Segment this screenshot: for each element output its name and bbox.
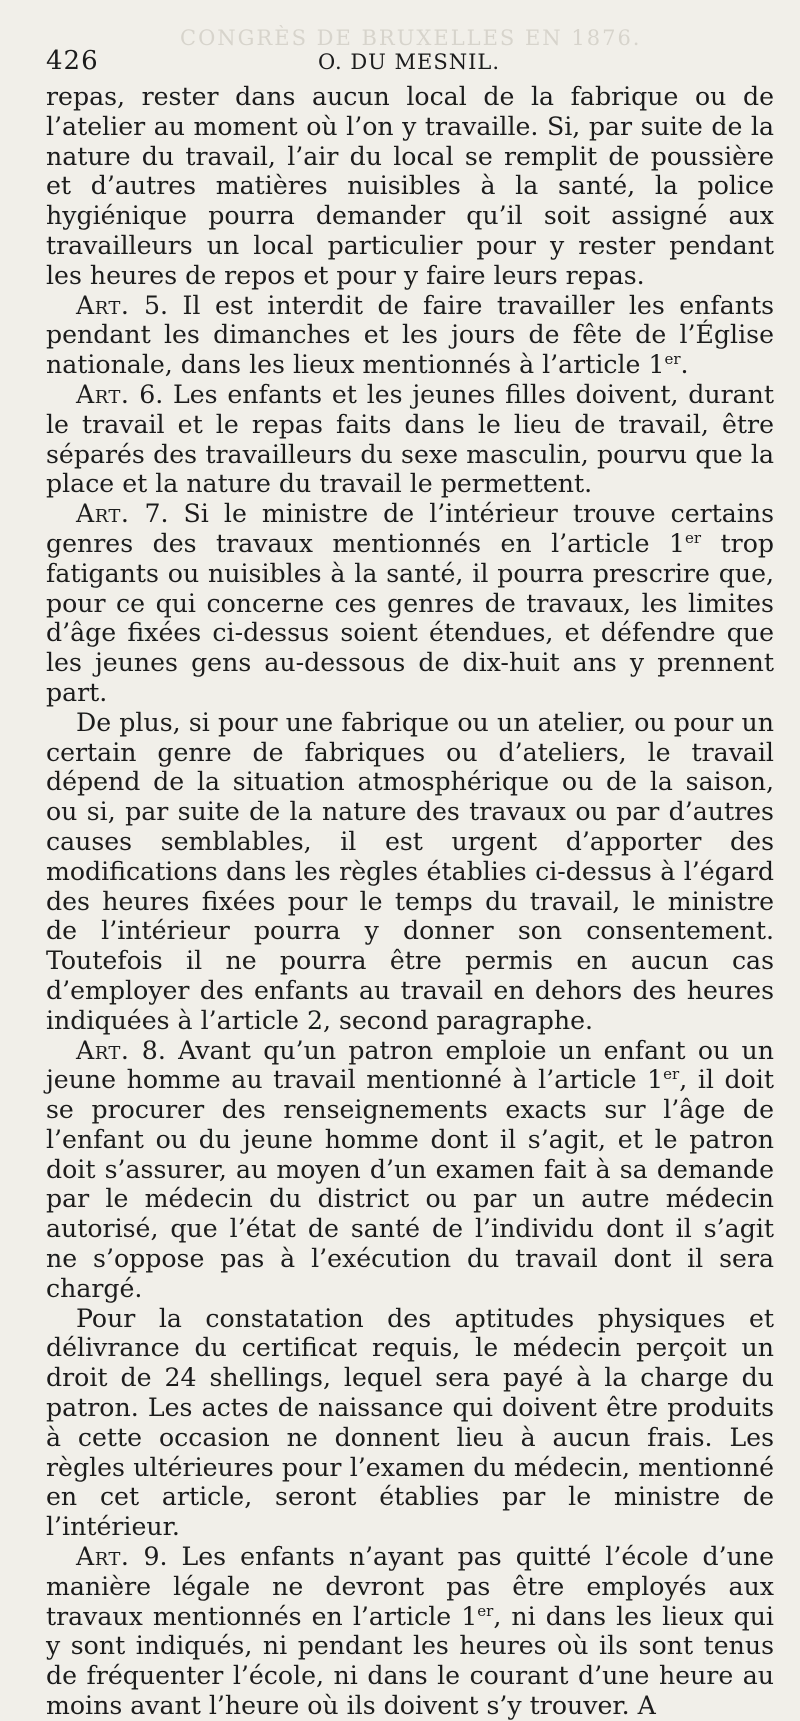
article-8 — [46, 1036, 774, 1304]
article-7 — [46, 499, 774, 708]
article-label: Art. — [76, 1035, 130, 1065]
article-label: Art. — [76, 379, 130, 409]
article-text-end: , ni dans les lieux qui y sont indiqués, ni pendant les heures où ils sont tenus de fréquenter l’école, ni dans le courant d’une heure au moins avant l’heure où ils doivent s’y trouver. A — [46, 1601, 774, 1721]
page-number: 426 — [46, 46, 99, 76]
article-text: 6. Les enfants et les jeunes filles doivent, durant le travail et le repas faits dans le lieu de travail, être séparés des travailleurs du sexe masculin, pourvu que la place et la nature du travail le permettent. — [46, 379, 774, 499]
page-body — [46, 82, 774, 1721]
article-label: Art. — [76, 1542, 130, 1572]
article-text-end: . — [680, 350, 689, 380]
paragraph-constatation: Pour la constatation des aptitudes physiques et délivrance du certificat requis, le médecin perçoit un droit de 24 shellings, lequel sera payé à la charge du patron. Les actes de naissance qui doivent être produits à cette occasion ne donnent lieu à aucun frais. Les règles ultérieures pour l’examen du médecin, mentionné en cet article, seront établies par le ministre de l’intérieur. — [46, 1303, 774, 1542]
paragraph-de-plus: De plus, si pour une fabrique ou un atelier, ou pour un certain genre de fabriques ou d’ateliers, le travail dépend de la situation atmosphérique ou de la saison, ou si, par suite de la nature des travaux ou par d’autres causes semblables, il est urgent d’apporter des modifications dans les règles établies ci-dessus à l’égard des heures fixées pour le temps du travail, le ministre de l’intérieur pourra y donner son consentement. Toutefois il ne pourra être permis en aucun cas d’employer des enfants au travail en dehors des heures indiquées à l’article 2, second paragraphe. — [46, 707, 774, 1035]
article-text: 5. Il est interdit de faire travailler les enfants pendant les dimanches et les jours de fête de l’Église nationale, dans les lieux mentionnés à l’article 1 — [46, 290, 774, 380]
page-header — [46, 38, 774, 82]
bleed-through-text: CONGRÈS DE BRUXELLES EN 1876. — [180, 26, 642, 50]
ordinal-suffix: er — [684, 528, 702, 547]
article-label: Art. — [76, 499, 130, 529]
article-6 — [46, 380, 774, 499]
article-text-end: , il doit se procurer des renseignements exacts sur l’âge de l’enfant ou du jeune homme dont il s’agit, et le patron doit s’assurer, au moyen d’un examen fait à sa demande par le médecin du district ou par un autre médecin autorisé, que l’état de santé de l’individu dont il s’agit ne s’oppose pas à l’exécution du travail dont il sera chargé. — [46, 1065, 774, 1303]
article-text-end: trop fatigants ou nuisibles à la santé, il pourra prescrire que, pour ce qui concerne ces genres de travaux, les limites d’âge fixées ci-dessus soient étendues, et défendre que les jeunes gens au-dessous de dix-huit ans y prennent part. — [46, 528, 774, 707]
article-text: 8. Avant qu’un patron emploie un enfant ou un jeune homme au travail mentionné à l’article 1 — [46, 1035, 774, 1095]
article-label: Art. — [76, 290, 130, 320]
article-text: 9. Les enfants n’ayant pas quitté l’école d’une manière légale ne devront pas être employés aux travaux mentionnés en l’article 1 — [46, 1542, 774, 1631]
article-text: 7. Si le ministre de l’intérieur trouve certains genres des travaux mentionnés en l’article 1 — [46, 499, 774, 558]
article-9 — [46, 1542, 774, 1721]
ordinal-suffix: er — [664, 350, 681, 369]
ordinal-suffix: er — [477, 1601, 494, 1620]
running-head: O. DU MESNIL. — [318, 50, 501, 74]
paragraph-continuation: repas, rester dans aucun local de la fabrique ou de l’atelier au moment où l’on y travaille. Si, par suite de la nature du travail, l’air du local se remplit de poussière et d’autres matières nuisibles à la santé, la police hygiénique pourra demander qu’il soit assigné aux travailleurs un local particulier pour y rester pendant les heures de repos et pour y faire leurs repas. — [46, 82, 774, 290]
article-5 — [46, 291, 774, 380]
ordinal-suffix: er — [663, 1065, 680, 1084]
